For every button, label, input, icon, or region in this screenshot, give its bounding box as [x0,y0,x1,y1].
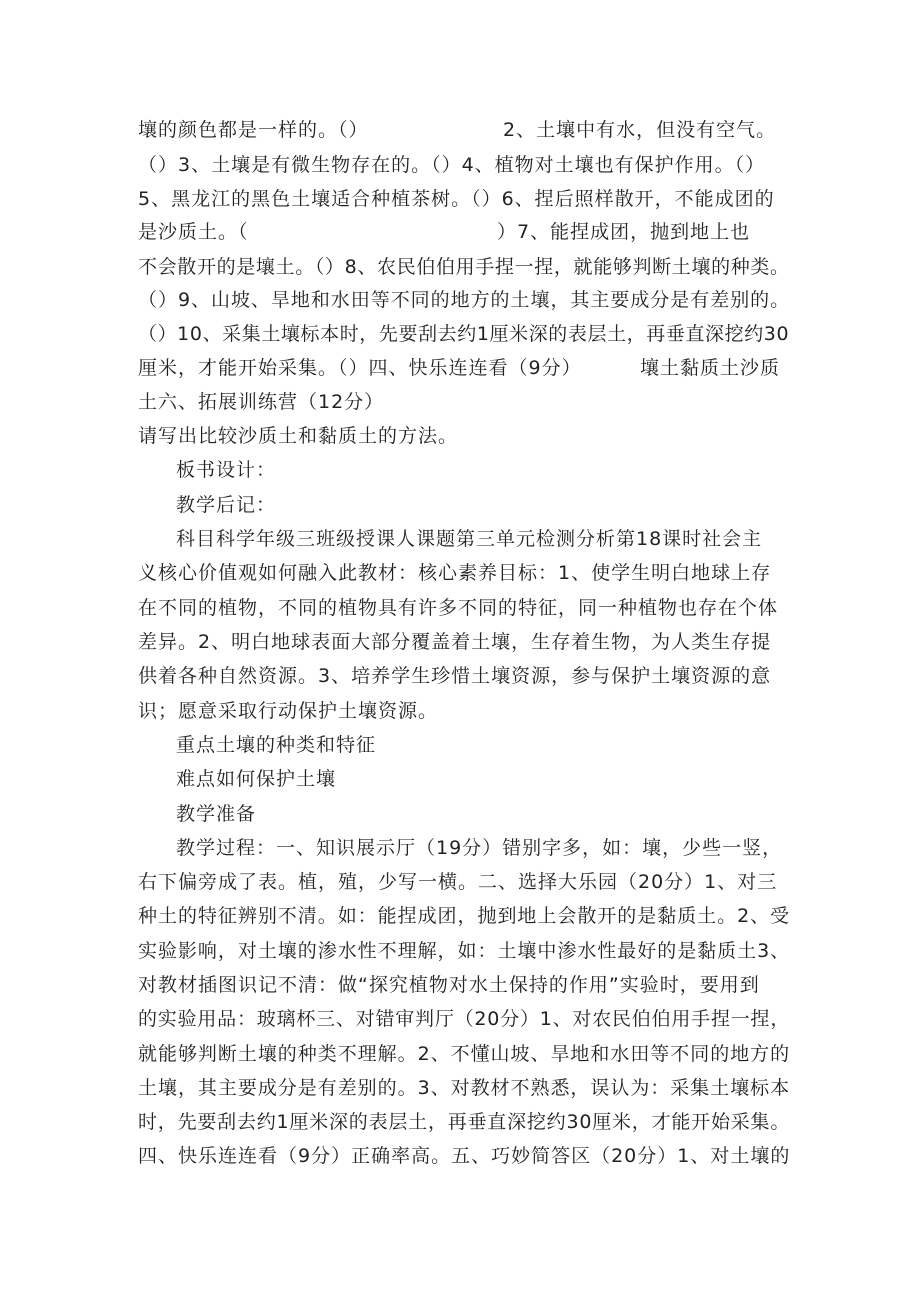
text-line: 土六、拓展训练营（12分） [138,391,385,413]
heading: 板书设计： [176,459,277,481]
text-line: 科目科学年级三班级授课人课题第三单元检测分析第18课时社会主 [176,528,763,550]
text-line: 2、土壤中有水，但没有空气。 [503,119,777,141]
text-line: 壤土黏质土沙质 [640,357,781,379]
text-line: 识；愿意采取行动保护土壤资源。 [138,700,439,722]
heading: 教学后记： [176,494,277,516]
text-line: 差异。2、明白地球表面大部分覆盖着土壤，生存着生物，为人类生存提 [138,631,772,653]
text-line: 种土的特征辨别不清。如：能捏成团，抛到地上会散开的是黏质土。2、受 [138,905,791,927]
text-line: 教学过程：一、知识展示厅（19分）错别字多，如：壤，少些一竖， [176,837,783,859]
text-line: 是沙质土。（ [138,221,249,243]
text-line: 实验影响，对土壤的渗水性不理解，如：土壤中渗水性最好的是黏质土3、 [138,940,791,962]
text-line: 壤的颜色都是一样的。（） [138,119,369,141]
text-line: 供着各种自然资源。3、培养学生珍惜土壤资源，参与保护土壤资源的意 [138,665,772,687]
text-line: 右下偏旁成了表。植，殖，少写一横。二、选择大乐园（20分）1、对三 [138,871,778,893]
text-line: 时，先要刮去约1厘米深的表层土，再垂直深挖约30厘米，才能开始采集。 [138,1111,791,1133]
text-line: ）7、能捏成团，抛到地上也 [497,221,751,243]
text-line: 对教材插图识记不清：做“探究植物对水土保持的作用”实验时，要用到 [138,974,760,996]
heading: 难点如何保护土壤 [176,768,337,790]
text-line: 厘米，才能开始采集。（）四、快乐连连看（9分） [138,357,582,379]
text-line: 请写出比较沙质土和黏质土的方法。 [138,425,459,447]
heading: 教学准备 [176,803,257,825]
text-line: 土壤，其主要成分是有差别的。3、对教材不熟悉，误认为：采集土壤标本 [138,1077,791,1099]
text-line: （）10、采集土壤标本时，先要刮去约1厘米深的表层土，再垂直深挖约30 [138,323,790,345]
text-line: （）9、山坡、旱地和水田等不同的地方的土壤，其主要成分是有差别的。 [138,289,791,311]
text-line: 5、黑龙江的黑色土壤适合种植茶树。（）6、捏后照样散开，不能成团的 [138,188,775,210]
text-line: 就能够判断土壤的种类不理解。2、不懂山坡、旱地和水田等不同的地方的 [138,1043,791,1065]
text-line: 不会散开的是壤土。（）8、农民伯伯用手捏一捏，就能够判断土壤的种类。 [138,256,790,278]
text-line: 在不同的植物，不同的植物具有许多不同的特征，同一种植物也存在个体 [138,597,779,619]
text-line: （）3、土壤是有微生物存在的。（）4、植物对土壤也有保护作用。（） [138,154,766,176]
heading: 重点土壤的种类和特征 [176,734,377,756]
text-line: 的实验用品：玻璃杯三、对错审判厅（20分）1、对农民伯伯用手捏一捏， [138,1008,791,1030]
text-line: 四、快乐连连看（9分）正确率高。五、巧妙简答区（20分）1、对土壤的 [138,1145,791,1167]
text-line: 义核心价值观如何融入此教材：核心素养目标：1、使学生明白地球上存 [138,562,772,584]
